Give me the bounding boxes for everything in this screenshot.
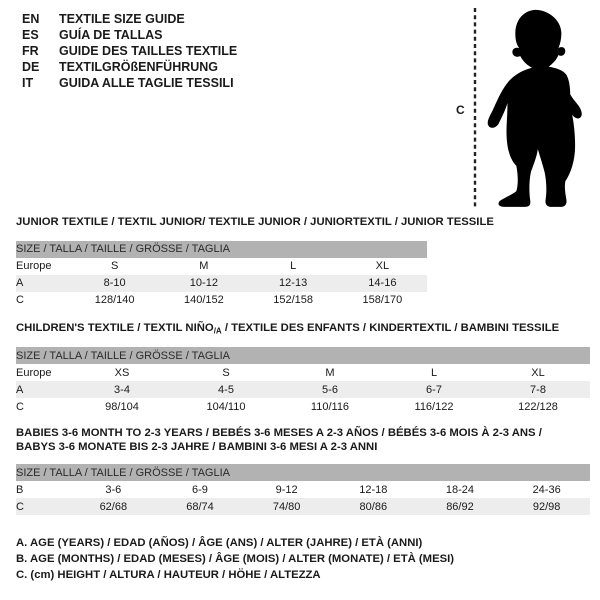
language-title: GUIDA ALLE TAGLIE TESSILI — [59, 76, 234, 90]
size-value-cell: XL — [531, 366, 545, 379]
size-value-cell: L — [290, 260, 297, 272]
size-value-cell: 92/98 — [503, 498, 590, 515]
size-row — [16, 258, 427, 275]
junior-size-table — [16, 241, 427, 309]
size-value-cell: 158/170 — [362, 294, 403, 306]
size-row — [16, 381, 590, 398]
size-value-cell: 18-24 — [445, 483, 475, 496]
size-value-cell: 14-16 — [338, 275, 427, 292]
row-label-cell: Europe — [16, 260, 52, 272]
children-textile-section — [16, 322, 590, 415]
size-value-cell: 122/128 — [518, 400, 558, 413]
section-title — [16, 216, 494, 230]
size-value-cell: 24-36 — [532, 483, 561, 496]
children-size-table — [16, 347, 590, 415]
footnote-age-months: B. AGE (MONTHS) / EDAD (MESES) / ÂGE (MOIS) / ALTER (MONATE) / ETÀ (MESI) — [16, 553, 455, 565]
section-title-line: JUNIOR TEXTILE / TEXTIL JUNIOR/ TEXTILE JUNIOR / JUNIORTEXTIL / JUNIOR TESSILE — [16, 216, 494, 228]
size-value-cell: L — [430, 366, 438, 379]
size-value-cell: S — [222, 366, 230, 379]
size-value-cell: 3-6 — [105, 483, 122, 496]
size-value-cell: 104/110 — [206, 400, 246, 413]
section-title-line: BABIES 3-6 MONTH TO 2-3 YEARS / BEBÉS 3-6 MESES A 2-3 AÑOS / BÉBÉS 3-6 MOIS À 2-3 ANS / — [16, 427, 542, 439]
size-banner-row — [16, 464, 590, 481]
size-value-cell: 9-12 — [275, 483, 298, 496]
section-title — [16, 322, 590, 338]
footnote-height-cm: C. (cm) HEIGHT / ALTURA / HAUTEUR / HÖHE / ALTEZZA — [16, 569, 321, 581]
language-title: TEXTILGRÖßENFÜHRUNG — [59, 60, 219, 74]
size-value-cell: M — [325, 366, 335, 379]
size-value-cell: 10-12 — [159, 275, 248, 292]
footnote-age-years: A. AGE (YEARS) / EDAD (AÑOS) / ÂGE (ANS) / ALTER (JAHRE) / ETÀ (ANNI) — [16, 537, 423, 549]
size-value-cell: XS — [114, 366, 130, 379]
language-row-en — [22, 11, 237, 27]
size-value-cell: XL — [375, 260, 390, 272]
language-title-block — [22, 11, 237, 91]
row-label-cell: C — [16, 498, 70, 515]
size-value-cell: 98/104 — [105, 400, 139, 413]
size-value-cell: 140/152 — [183, 294, 224, 306]
title-text: CHILDREN'S TEXTILE / TEXTIL NIÑO — [16, 322, 214, 334]
junior-textile-section — [16, 216, 494, 309]
size-row — [16, 481, 590, 498]
size-value-cell: 152/158 — [273, 294, 313, 306]
section-title-line: BABYS 3-6 MONATE BIS 2-3 JAHRE / BAMBINI 3-6 MESI A 2-3 ANNI — [16, 440, 378, 453]
size-row — [16, 292, 427, 309]
size-row — [16, 498, 590, 515]
size-value-cell: 128/140 — [94, 294, 135, 306]
language-row-fr — [22, 43, 237, 59]
size-value-cell: 68/74 — [157, 498, 244, 515]
size-value-cell: 86/92 — [417, 498, 504, 515]
size-value-cell: 8-10 — [70, 275, 159, 292]
row-label-cell: B — [16, 483, 24, 496]
babies-textile-section — [16, 427, 590, 515]
size-value-cell: 7-8 — [486, 381, 590, 398]
height-measure-label: C — [456, 103, 465, 117]
size-banner: SIZE / TALLA / TAILLE / GRÖSSE / TAGLIA — [16, 347, 590, 364]
size-value-cell: 6-9 — [192, 483, 208, 496]
size-value-cell: 3-4 — [70, 381, 174, 398]
size-banner: SIZE / TALLA / TAILLE / GRÖSSE / TAGLIA — [16, 241, 427, 258]
size-banner: SIZE / TALLA / TAILLE / GRÖSSE / TAGLIA — [16, 464, 590, 481]
row-label-cell: C — [16, 400, 24, 413]
size-value-cell: 80/86 — [330, 498, 417, 515]
size-value-cell: S — [110, 260, 119, 272]
language-row-de — [22, 59, 237, 75]
size-value-cell: 4-5 — [174, 381, 278, 398]
toddler-silhouette-icon — [488, 10, 582, 207]
language-code: DE — [22, 60, 40, 74]
size-value-cell: 5-6 — [278, 381, 382, 398]
row-label-cell: Europe — [16, 366, 52, 379]
size-row — [16, 275, 427, 292]
size-value-cell: M — [199, 260, 209, 272]
language-title: GUIDE DES TAILLES TEXTILE — [59, 44, 238, 58]
row-label-cell: A — [16, 381, 70, 398]
size-value-cell: 116/122 — [414, 400, 454, 413]
size-value-cell: 74/80 — [243, 498, 330, 515]
size-value-cell: 12-18 — [359, 483, 388, 496]
section-title-line — [16, 322, 590, 338]
row-label-cell: C — [16, 294, 24, 306]
size-value-cell: 110/116 — [310, 400, 350, 413]
language-code: IT — [22, 76, 34, 90]
row-label-cell: A — [16, 275, 70, 292]
size-value-cell: 12-13 — [249, 275, 338, 292]
size-value-cell: 6-7 — [382, 381, 486, 398]
language-code: FR — [22, 44, 39, 58]
size-value-cell: 62/68 — [70, 498, 157, 515]
title-text: / TEXTILE DES ENFANTS / KINDERTEXTIL / BAMBINI TESSILE — [221, 322, 560, 334]
language-code: ES — [22, 28, 39, 42]
toddler-figure-graphic — [448, 4, 598, 216]
size-banner-row — [16, 241, 427, 258]
language-code: EN — [22, 12, 40, 26]
babies-size-table — [16, 464, 590, 515]
language-row-es — [22, 27, 237, 43]
size-banner-row — [16, 347, 590, 364]
measure-legend — [16, 535, 454, 583]
language-title: TEXTILE SIZE GUIDE — [59, 12, 185, 26]
title-subscript: /A — [213, 326, 222, 336]
size-row — [16, 398, 590, 415]
size-row — [16, 364, 590, 381]
language-title: GUÍA DE TALLAS — [59, 28, 163, 42]
language-row-it — [22, 75, 237, 91]
section-title — [16, 427, 590, 454]
